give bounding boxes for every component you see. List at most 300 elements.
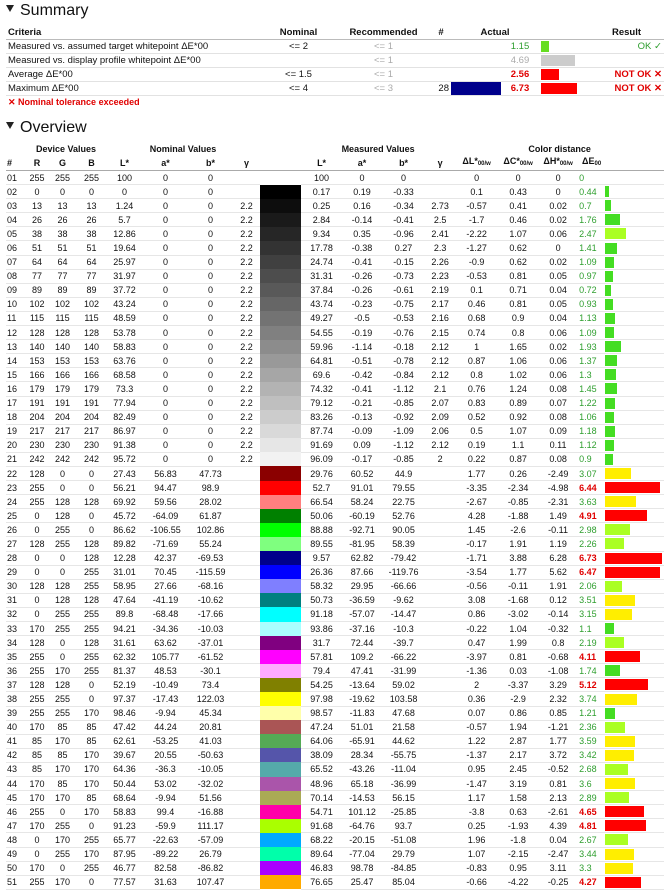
measured-gamma: [425, 509, 455, 523]
delta-H: 0.05: [538, 297, 578, 311]
delta-E: 2.98: [578, 523, 605, 537]
nominal-b: 41.03: [188, 734, 233, 748]
nominal-b: 0: [188, 199, 233, 213]
measured-b: 52.76: [382, 509, 425, 523]
measured-L: 52.7: [301, 481, 342, 495]
delta-C: 0.89: [498, 396, 538, 410]
device-B: 26: [77, 213, 106, 227]
delta-e-bar-cell: [605, 410, 664, 424]
delta-e-bar: [605, 299, 613, 310]
measured-L: 88.88: [301, 523, 342, 537]
swatch: [260, 664, 301, 678]
measured-gamma: 2.15: [425, 326, 455, 340]
delta-L: 0.74: [455, 326, 498, 340]
group-measured-values: Measured Values: [341, 143, 415, 154]
device-G: 0: [48, 805, 77, 819]
device-R: 64: [26, 255, 48, 269]
row-num: 03: [6, 199, 26, 213]
col-a: a*: [143, 155, 188, 171]
delta-C: 0.81: [498, 269, 538, 283]
summary-swatch-cell: [451, 68, 501, 82]
nominal-L: 89.8: [106, 607, 143, 621]
delta-H: -0.11: [538, 523, 578, 537]
summary-bar-cell: [539, 68, 589, 82]
delta-H: 0.02: [538, 340, 578, 354]
nominal-b: 0: [188, 452, 233, 466]
measured-L: 58.32: [301, 579, 342, 593]
device-G: 38: [48, 227, 77, 241]
measured-a: -0.41: [342, 255, 382, 269]
measured-b: -36.99: [382, 777, 425, 791]
delta-e-bar-cell: [605, 650, 664, 664]
nominal-b: 0: [188, 368, 233, 382]
nominal-a: 0: [143, 283, 188, 297]
measured-b: -0.85: [382, 452, 425, 466]
delta-e-bar-cell: [605, 537, 664, 551]
measured-b: -0.61: [382, 283, 425, 297]
nominal-L: 53.78: [106, 326, 143, 340]
measured-a: -65.91: [342, 734, 382, 748]
device-B: 115: [77, 311, 106, 325]
measured-gamma: [425, 777, 455, 791]
measured-gamma: [425, 819, 455, 833]
row-num: 45: [6, 791, 26, 805]
measured-b: -0.75: [382, 297, 425, 311]
group-device-values: Device Values: [35, 143, 97, 154]
nominal-b: 0: [188, 354, 233, 368]
delta-e-bar: [605, 313, 615, 324]
delta-C: 2.87: [498, 734, 538, 748]
device-R: 51: [26, 241, 48, 255]
row-num: 20: [6, 438, 26, 452]
measured-b: 0.27: [382, 241, 425, 255]
summary-bar-cell: [539, 40, 589, 54]
device-R: 38: [26, 227, 48, 241]
measured-b: -55.75: [382, 748, 425, 762]
nominal-b: 0: [188, 396, 233, 410]
device-R: 191: [26, 396, 48, 410]
device-G: 179: [48, 382, 77, 396]
row-num: 42: [6, 748, 26, 762]
nominal-b: 0: [188, 340, 233, 354]
measured-L: 68.22: [301, 833, 342, 847]
overview-group-header-row: [6, 142, 664, 155]
measured-a: -11.83: [342, 706, 382, 720]
delta-e-bar-cell: [605, 734, 664, 748]
col-G: G: [48, 155, 77, 171]
swatch: [260, 452, 301, 466]
nominal-gamma: [233, 777, 260, 791]
measured-L: 91.68: [301, 819, 342, 833]
device-R: 85: [26, 762, 48, 776]
delta-E: 0.97: [578, 269, 605, 283]
delta-E: 2.47: [578, 227, 605, 241]
nominal-a: 0: [143, 185, 188, 199]
delta-E: 0.7: [578, 199, 605, 213]
row-num: 12: [6, 326, 26, 340]
swatch: [260, 607, 301, 621]
delta-H: -4.98: [538, 481, 578, 495]
device-G: 255: [48, 847, 77, 861]
nominal-gamma: 2.2: [233, 283, 260, 297]
summary-nominal: <= 4: [261, 82, 336, 96]
row-num: 11: [6, 311, 26, 325]
measured-L: 100: [301, 171, 342, 185]
delta-L: -0.9: [455, 255, 498, 269]
nominal-L: 64.36: [106, 762, 143, 776]
row-num: 34: [6, 636, 26, 650]
device-B: 170: [77, 847, 106, 861]
table-row: [6, 227, 664, 241]
row-num: 28: [6, 551, 26, 565]
delta-L: -0.56: [455, 579, 498, 593]
device-G: 128: [48, 495, 77, 509]
delta-C: 3.88: [498, 551, 538, 565]
measured-a: 51.01: [342, 720, 382, 734]
delta-e-bar: [605, 496, 636, 507]
device-R: 128: [26, 579, 48, 593]
measured-b: -0.96: [382, 227, 425, 241]
measured-gamma: 2.19: [425, 283, 455, 297]
measured-a: 87.66: [342, 565, 382, 579]
nominal-gamma: [233, 678, 260, 692]
nominal-gamma: [233, 875, 260, 889]
delta-L: 0.36: [455, 692, 498, 706]
row-num: 27: [6, 537, 26, 551]
measured-gamma: [425, 861, 455, 875]
device-G: 170: [48, 875, 77, 889]
row-num: 49: [6, 847, 26, 861]
measured-L: 50.73: [301, 593, 342, 607]
delta-E: 4.81: [578, 819, 605, 833]
measured-gamma: [425, 537, 455, 551]
nominal-gamma: [233, 720, 260, 734]
header-recommended: Recommended: [336, 26, 431, 40]
delta-C: 0.26: [498, 466, 538, 480]
row-num: 43: [6, 762, 26, 776]
nominal-L: 77.94: [106, 396, 143, 410]
delta-L: 0.46: [455, 297, 498, 311]
delta-L: 0.52: [455, 410, 498, 424]
delta-L: -0.66: [455, 875, 498, 889]
measured-L: 54.71: [301, 805, 342, 819]
delta-E: 2.19: [578, 636, 605, 650]
swatch: [260, 481, 301, 495]
delta-E: 2.26: [578, 537, 605, 551]
measured-gamma: [425, 565, 455, 579]
swatch: [260, 185, 301, 199]
measured-b: -0.41: [382, 213, 425, 227]
nominal-b: 122.03: [188, 692, 233, 706]
delta-e-bar: [605, 257, 614, 268]
device-G: 0: [48, 650, 77, 664]
nominal-b: -57.09: [188, 833, 233, 847]
nominal-gamma: 2.2: [233, 213, 260, 227]
delta-H: -1.21: [538, 720, 578, 734]
measured-L: 97.98: [301, 692, 342, 706]
summary-result: NOT OK ✕: [589, 68, 664, 82]
nominal-a: 0: [143, 241, 188, 255]
device-G: 26: [48, 213, 77, 227]
row-num: 33: [6, 622, 26, 636]
nominal-b: 45.34: [188, 706, 233, 720]
swatch: [260, 283, 301, 297]
delta-e-bar: [605, 398, 615, 409]
measured-a: 65.18: [342, 777, 382, 791]
measured-L: 49.27: [301, 311, 342, 325]
nominal-L: 45.72: [106, 509, 143, 523]
nominal-gamma: [233, 593, 260, 607]
delta-C: -4.22: [498, 875, 538, 889]
nominal-gamma: 2.2: [233, 269, 260, 283]
device-G: 115: [48, 311, 77, 325]
device-G: 0: [48, 636, 77, 650]
delta-E: 1.21: [578, 706, 605, 720]
nominal-L: 95.72: [106, 452, 143, 466]
row-num: 16: [6, 382, 26, 396]
device-R: 26: [26, 213, 48, 227]
measured-a: -0.13: [342, 410, 382, 424]
nominal-b: -37.01: [188, 636, 233, 650]
table-row: [6, 368, 664, 382]
nominal-a: 59.56: [143, 495, 188, 509]
nominal-L: 97.37: [106, 692, 143, 706]
delta-L: 0.5: [455, 424, 498, 438]
delta-C: -2.9: [498, 692, 538, 706]
measured-gamma: [425, 622, 455, 636]
measured-gamma: 2.07: [425, 396, 455, 410]
delta-L: -1.37: [455, 748, 498, 762]
delta-C: -2.34: [498, 481, 538, 495]
measured-gamma: 2.73: [425, 199, 455, 213]
summary-bar: [541, 55, 575, 66]
delta-e-bar: [605, 665, 620, 676]
device-B: 85: [77, 791, 106, 805]
nominal-a: 0: [143, 410, 188, 424]
nominal-gamma: 2.2: [233, 452, 260, 466]
measured-L: 46.83: [301, 861, 342, 875]
measured-gamma: [425, 593, 455, 607]
swatch: [260, 297, 301, 311]
nominal-L: 58.83: [106, 340, 143, 354]
measured-b: -25.85: [382, 805, 425, 819]
table-row: [6, 410, 664, 424]
delta-C: -2.15: [498, 847, 538, 861]
measured-a: -0.26: [342, 283, 382, 297]
device-B: 85: [77, 720, 106, 734]
device-B: 85: [77, 734, 106, 748]
delta-C: 1.99: [498, 636, 538, 650]
measured-L: 89.64: [301, 847, 342, 861]
delta-C: 1.04: [498, 622, 538, 636]
table-row: [6, 452, 664, 466]
nominal-gamma: 2.2: [233, 227, 260, 241]
device-G: 89: [48, 283, 77, 297]
delta-C: 0: [498, 171, 538, 185]
measured-L: 69.6: [301, 368, 342, 382]
delta-H: 0.06: [538, 227, 578, 241]
delta-H: 3.72: [538, 748, 578, 762]
summary-worst-swatch: [451, 82, 501, 96]
delta-H: 0.12: [538, 593, 578, 607]
delta-C: 2.45: [498, 762, 538, 776]
delta-H: 2.13: [538, 791, 578, 805]
device-B: 0: [77, 678, 106, 692]
table-row: [6, 734, 664, 748]
delta-C: 1.91: [498, 537, 538, 551]
measured-a: -60.19: [342, 509, 382, 523]
row-num: 24: [6, 495, 26, 509]
swatch: [260, 382, 301, 396]
table-row: [6, 664, 664, 678]
measured-L: 47.24: [301, 720, 342, 734]
table-row: [6, 650, 664, 664]
measured-b: 21.58: [382, 720, 425, 734]
table-row: [6, 819, 664, 833]
delta-e-bar-cell: [605, 777, 664, 791]
row-num: 39: [6, 706, 26, 720]
table-row: [6, 213, 664, 227]
col-measured-a: a*: [342, 155, 382, 171]
delta-H: 1.77: [538, 734, 578, 748]
nominal-L: 1.24: [106, 199, 143, 213]
delta-H: 0.06: [538, 368, 578, 382]
summary-recommended: <= 3: [336, 82, 431, 96]
delta-C: 1.65: [498, 340, 538, 354]
measured-b: -84.85: [382, 861, 425, 875]
table-row: [6, 509, 664, 523]
nominal-a: -9.94: [143, 791, 188, 805]
delta-e-bar: [605, 679, 648, 690]
device-G: 170: [48, 664, 77, 678]
nominal-b: 0: [188, 269, 233, 283]
delta-H: -0.25: [538, 875, 578, 889]
measured-b: -11.04: [382, 762, 425, 776]
delta-e-bar-cell: [605, 678, 664, 692]
device-B: 0: [77, 466, 106, 480]
nominal-b: 98.9: [188, 481, 233, 495]
delta-e-bar: [605, 708, 615, 719]
device-G: 128: [48, 593, 77, 607]
measured-a: 28.34: [342, 748, 382, 762]
measured-a: 0.16: [342, 199, 382, 213]
table-row: [6, 748, 664, 762]
measured-b: -31.99: [382, 664, 425, 678]
measured-L: 83.26: [301, 410, 342, 424]
row-num: 35: [6, 650, 26, 664]
measured-L: 59.96: [301, 340, 342, 354]
delta-C: 1.77: [498, 565, 538, 579]
nominal-gamma: [233, 748, 260, 762]
summary-recommended: <= 1: [336, 68, 431, 82]
delta-L: 0.47: [455, 636, 498, 650]
nominal-L: 12.28: [106, 551, 143, 565]
table-row: [6, 791, 664, 805]
delta-E: 2.67: [578, 833, 605, 847]
nominal-gamma: [233, 706, 260, 720]
delta-E: 3.15: [578, 607, 605, 621]
device-B: 255: [77, 664, 106, 678]
delta-C: 0.8: [498, 326, 538, 340]
nominal-L: 58.83: [106, 805, 143, 819]
header-nominal: Nominal: [261, 26, 336, 40]
row-num: 10: [6, 297, 26, 311]
swatch: [260, 537, 301, 551]
device-B: 255: [77, 622, 106, 636]
device-R: 13: [26, 199, 48, 213]
delta-e-bar: [605, 849, 634, 860]
measured-a: -20.15: [342, 833, 382, 847]
measured-L: 24.74: [301, 255, 342, 269]
nominal-L: 82.49: [106, 410, 143, 424]
delta-e-bar: [605, 694, 637, 705]
delta-e-bar-cell: [605, 171, 664, 185]
nominal-a: 0: [143, 227, 188, 241]
nominal-L: 94.21: [106, 622, 143, 636]
delta-E: 0: [578, 171, 605, 185]
measured-gamma: [425, 734, 455, 748]
device-R: 153: [26, 354, 48, 368]
nominal-b: -115.59: [188, 565, 233, 579]
col-delta-E: ΔE00: [578, 155, 605, 171]
measured-a: 0.35: [342, 227, 382, 241]
measured-b: 0: [382, 171, 425, 185]
measured-gamma: [425, 791, 455, 805]
row-num: 15: [6, 368, 26, 382]
swatch: [260, 199, 301, 213]
swatch: [260, 495, 301, 509]
delta-e-bar-cell: [605, 847, 664, 861]
table-row: [6, 762, 664, 776]
overview-heading[interactable]: Overview: [6, 119, 87, 137]
measured-b: -51.08: [382, 833, 425, 847]
delta-e-bar: [605, 750, 634, 761]
nominal-a: 0: [143, 452, 188, 466]
delta-e-bar-cell: [605, 255, 664, 269]
delta-L: -0.57: [455, 199, 498, 213]
device-G: 255: [48, 537, 77, 551]
delta-E: 1.1: [578, 622, 605, 636]
measured-L: 50.06: [301, 509, 342, 523]
delta-e-bar: [605, 806, 644, 817]
device-G: 0: [48, 551, 77, 565]
delta-C: 1.07: [498, 424, 538, 438]
delta-C: 0.92: [498, 410, 538, 424]
measured-gamma: [425, 706, 455, 720]
delta-e-bar-cell: [605, 593, 664, 607]
nominal-L: 63.76: [106, 354, 143, 368]
measured-b: -0.76: [382, 326, 425, 340]
table-row: [6, 720, 664, 734]
delta-e-bar-cell: [605, 622, 664, 636]
delta-L: -0.57: [455, 720, 498, 734]
swatch: [260, 833, 301, 847]
nominal-b: 0: [188, 311, 233, 325]
delta-L: -1.36: [455, 664, 498, 678]
row-num: 50: [6, 861, 26, 875]
device-G: 51: [48, 241, 77, 255]
device-G: 166: [48, 368, 77, 382]
delta-e-bar: [605, 863, 633, 874]
table-row: [6, 438, 664, 452]
measured-b: 85.04: [382, 875, 425, 889]
device-B: 230: [77, 438, 106, 452]
device-R: 140: [26, 340, 48, 354]
delta-E: 0.72: [578, 283, 605, 297]
delta-C: -1.68: [498, 593, 538, 607]
measured-L: 64.81: [301, 354, 342, 368]
summary-heading[interactable]: Summary: [6, 2, 88, 20]
